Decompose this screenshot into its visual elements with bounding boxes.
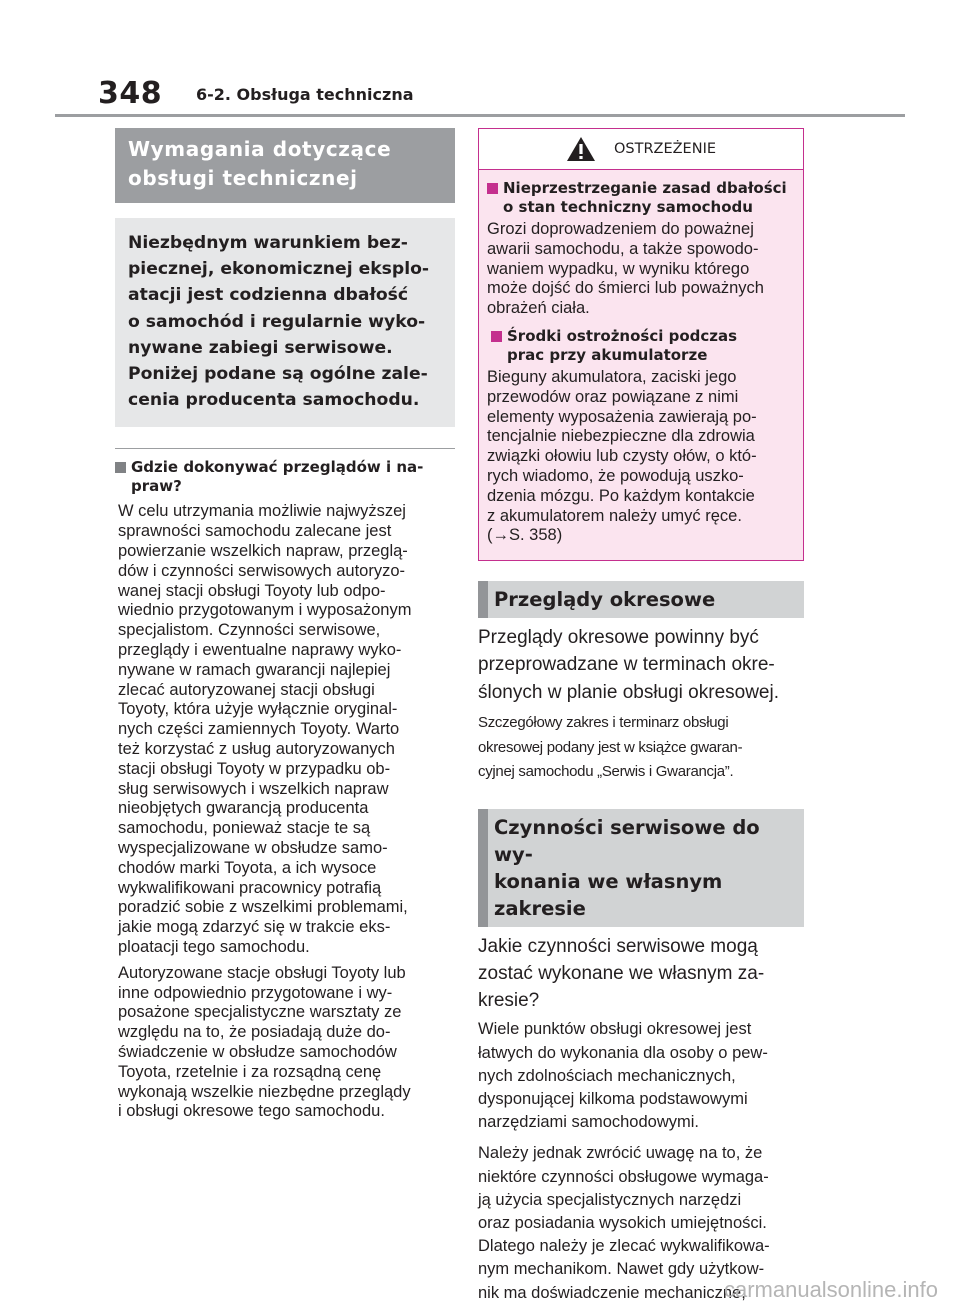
self-service-paragraph-1: Wiele punktów obsługi okresowej jest łatwych do wykonania dla osoby o pew- nych zdolnościach mechanicznych, dysponującej kilkoma podstawowymi narzędziami samochodowymi.	[478, 1020, 768, 1132]
section-title-self-service: Czynności serwisowe do wy- konania we własnym zakresie	[478, 809, 804, 927]
right-column	[478, 128, 804, 1305]
paragraph-authorized-stations: Autoryzowane stacje obsługi Toyoty lub inne odpowiednio przygotowane i wy- posażone specjalistyczne warsztaty ze względu na to, że posiadają duże do- świadczenie w obsłudze samochodów Toyota, rzetelnie i za rozsądną cenę wykonają wszelkie niezbędne przeglądy i obsługi okresowe tego samochodu.	[118, 963, 411, 1121]
warning-box	[478, 128, 804, 561]
warning-item-battery-heading: Środki ostrożności podczas prac przy akumulatorze	[487, 327, 793, 365]
section-title-periodic-inspections: Przeglądy okresowe	[478, 581, 804, 618]
self-service-lead: Jakie czynności serwisowe mogą zostać wykonane we własnym za- kresie?	[478, 935, 765, 1012]
square-bullet-icon	[487, 183, 498, 194]
divider	[115, 448, 455, 449]
warning-title: OSTRZEŻENIE	[613, 141, 717, 157]
intro-box: Niezbędnym warunkiem bez- piecznej, ekonomicznej eksplo- atacji jest codzienna dbałość o samochód i regularnie wyko- nywane zabiegi serwisowe. Poniżej podane są ogólne zale- cenia producenta samochodu.	[115, 218, 455, 427]
watermark: carmanualsonline.info	[723, 1277, 938, 1302]
section-title-maintenance-requirements: Wymagania dotyczące obsługi technicznej	[115, 128, 455, 203]
square-bullet-icon	[491, 331, 502, 342]
warning-triangle-icon	[566, 136, 596, 162]
chapter-title: 6-2. Obsługa techniczna	[196, 85, 414, 104]
self-service-paragraph-2: Należy jednak zwrócić uwagę na to, że niektóre czynności obsługowe wymaga- ją użycia specjalistycznych narzędzi oraz posiadania wysokich umiejętności. Dlatego należy je zlecać wykwalifikowa- nym mechanikom. Nawet gdy użytkow- nik ma doświadczenie mechaniczne,	[478, 1144, 770, 1302]
header-rule	[55, 114, 905, 117]
paragraph-service-recommendation: W celu utrzymania możliwie najwyższej sprawności samochodu zalecane jest powierzanie wszelkich napraw, przeglą- dów i czynności serwisowych autoryzo- wanej stacji obsługi Toyoty lub odpo- wiednio przygotowanym i wyposażonym specjalistom. Czynności serwisowe, przeglądy i ewentualne naprawy wyko- nywane w ramach gwarancji najlepiej zlecać autoryzowanej stacji obsługi Toyoty, która użyje wyłącznie oryginal- nych części zamiennych Toyoty. Warto też korzystać z usług autoryzowanych stacji obsługi Toyoty w przypadku ob- sług serwisowych i wszelkich napraw nieobjętych gwarancją producenta samochodu, ponieważ stacje te są wyspecjalizowane w obsłudze samo- chodów marki Toyota, a ich wysoce wykwalifikowani pracownicy potrafią poradzić sobie z wszelkimi problemami, jakie mogą zdarzyć się w trakcie eks- ploatacji tego samochodu.	[118, 502, 412, 956]
left-column	[115, 128, 455, 1122]
square-bullet-icon	[115, 462, 126, 473]
warning-item-battery-text: Bieguny akumulatora, zaciski jego przewodów oraz powiązane z nimi elementy wyposażenia zawierają po- tencjalnie niebezpieczne dla zdrowia związki ołowiu lub czysty ołów, o któ- rych wiadomo, że powodują uszko- dzenia mózgu. Po każdym kontakcie z akumulatorem należy umyć ręce. (→S. 358)	[487, 367, 757, 545]
warning-item-neglect-heading: Nieprzestrzeganie zasad dbałości o stan techniczny samochodu	[487, 179, 793, 217]
page-number: 348	[98, 76, 163, 111]
periodic-inspections-text: Szczegółowy zakres i terminarz obsługi okresowej podany jest w książce gwaran- cyjnej samochodu „Serwis i Gwarancja”.	[478, 714, 743, 781]
warning-header	[479, 129, 803, 170]
warning-item-neglect-text: Grozi doprowadzeniem do poważnej awarii samochodu, a także spowodo- waniem wypadku, w wyniku którego może dojść do śmierci lub poważnych obrażeń ciała.	[487, 220, 764, 318]
subheading-where-to-service: Gdzie dokonywać przeglądów i na- praw?	[115, 458, 455, 496]
periodic-inspections-lead: Przeglądy okresowe powinny być przeprowadzane w terminach okre- ślonych w planie obsługi okresowej.	[478, 627, 779, 703]
warning-body	[479, 170, 803, 560]
